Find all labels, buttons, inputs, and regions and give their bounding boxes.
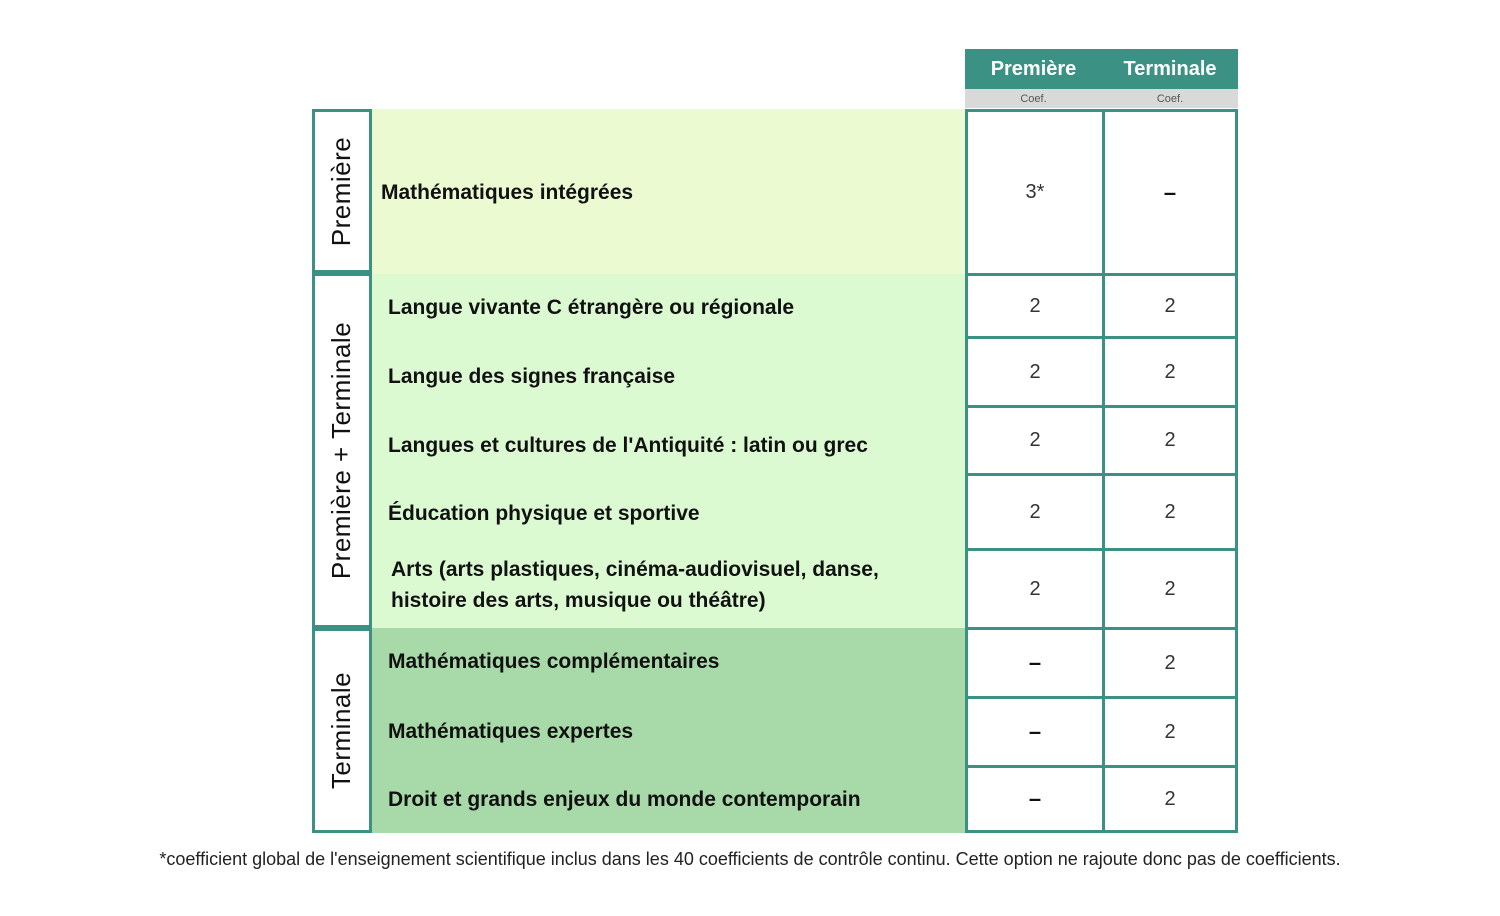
group-label-premiere: Première xyxy=(326,136,357,246)
cell-premiere-mathematiques-complementaires: – xyxy=(965,627,1105,699)
cell-terminale-langue-vivante-c: 2 xyxy=(1102,273,1238,339)
cell-terminale-mathematiques-complementaires: 2 xyxy=(1102,627,1238,699)
group-label-box-terminale xyxy=(312,628,372,833)
subject-langue-des-signes: Langue des signes française xyxy=(388,364,676,388)
cell-premiere-droit-grands-enjeux: – xyxy=(965,765,1105,833)
subject-mathematiques-expertes: Mathématiques expertes xyxy=(388,719,634,743)
subject-droit-grands-enjeux: Droit et grands enjeux du monde contemporain xyxy=(388,787,861,811)
coef-label-terminale: Coef. xyxy=(1156,92,1184,105)
cell-premiere-arts: 2 xyxy=(965,548,1105,630)
subject-mathematiques-complementaires: Mathématiques complémentaires xyxy=(388,649,720,673)
group-label-terminale: Terminale xyxy=(326,671,357,790)
group-label-premiere-terminale: Première + Terminale xyxy=(326,321,357,580)
cell-terminale-mathematiques-integrees: – xyxy=(1102,109,1238,276)
cell-terminale-education-physique: 2 xyxy=(1102,473,1238,551)
subject-mathematiques-integrees: Mathématiques intégrées xyxy=(381,180,634,204)
cell-terminale-mathematiques-expertes: 2 xyxy=(1102,696,1238,768)
group-label-box-premiere xyxy=(312,109,372,273)
cell-terminale-arts: 2 xyxy=(1102,548,1238,630)
cell-premiere-langue-des-signes: 2 xyxy=(965,336,1105,408)
cell-premiere-mathematiques-integrees: 3* xyxy=(965,109,1105,276)
subject-education-physique: Éducation physique et sportive xyxy=(388,501,700,525)
cell-terminale-droit-grands-enjeux: 2 xyxy=(1102,765,1238,833)
cell-premiere-langue-vivante-c: 2 xyxy=(965,273,1105,339)
column-header-premiere: Première xyxy=(965,49,1102,89)
cell-premiere-education-physique: 2 xyxy=(965,473,1105,551)
subject-langue-vivante-c: Langue vivante C étrangère ou régionale xyxy=(388,295,795,319)
coef-label-premiere: Coef. xyxy=(1020,92,1047,105)
cell-terminale-langues-antiquite: 2 xyxy=(1102,405,1238,476)
cell-terminale-langue-des-signes: 2 xyxy=(1102,336,1238,408)
subject-arts: Arts (arts plastiques, cinéma-audiovisuel, danse, histoire des arts, musique ou théâtre) xyxy=(391,558,879,612)
cell-premiere-mathematiques-expertes: – xyxy=(965,696,1105,768)
footnote: *coefficient global de l'enseignement scientifique inclus dans les 40 coefficients de contrôle continu. Cette option ne rajoute donc pas de coefficients. xyxy=(159,848,1341,869)
cell-premiere-langues-antiquite: 2 xyxy=(965,405,1105,476)
column-header-terminale: Terminale xyxy=(1102,49,1238,89)
group-label-box-premiere-terminale xyxy=(312,273,372,628)
subject-langues-antiquite: Langues et cultures de l'Antiquité : latin ou grec xyxy=(388,433,868,457)
